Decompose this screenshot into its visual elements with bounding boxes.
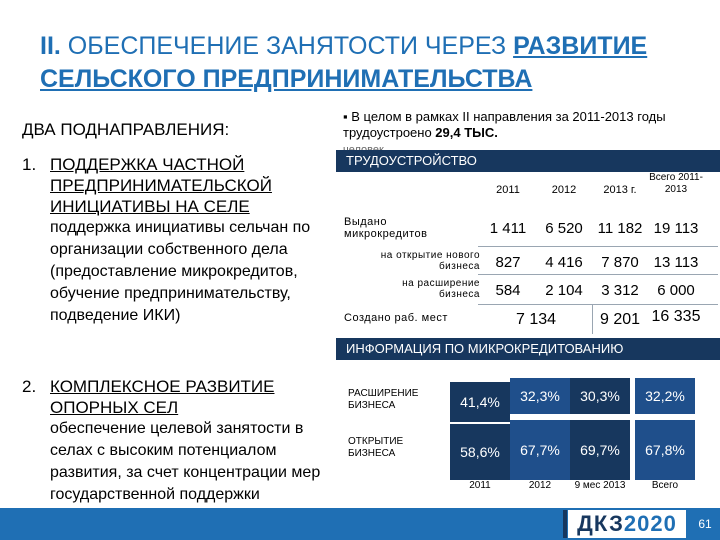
year-header: 2013 г. <box>603 184 637 196</box>
cell-value: 584 <box>495 282 521 299</box>
logo-text-b: 2020 <box>623 511 677 536</box>
row-label: Создано раб. мест <box>344 312 448 324</box>
year-header: 2011 <box>496 184 520 196</box>
row-label: на расширение бизнеса <box>402 278 480 300</box>
subdirection-2 <box>22 376 334 506</box>
left-column <box>0 108 340 508</box>
logo-mark <box>563 510 567 538</box>
title-underlined-2: СЕЛЬСКОГО ПРЕДПРИНИМАТЕЛЬСТВА <box>40 65 533 93</box>
divider <box>478 304 718 305</box>
percent-cell: 69,7% <box>570 420 630 480</box>
percent-cell: 67,7% <box>510 420 570 480</box>
column-label: 9 мес 2013 <box>574 480 626 491</box>
percent-cell: 30,3% <box>570 378 630 414</box>
employment-bar: ТРУДОУСТРОЙСТВО <box>336 150 720 172</box>
cell-value: 16 335 <box>651 308 701 325</box>
employment-table <box>340 172 720 338</box>
cell-value: 19 113 <box>653 220 699 237</box>
cell-value: 7 870 <box>601 254 639 271</box>
row-label: Выдано микрокредитов <box>344 216 428 240</box>
dkz2020-logo <box>568 510 686 538</box>
item-title: КОМПЛЕКСНОЕ РАЗВИТИЕ ОПОРНЫХ СЕЛ <box>50 377 275 417</box>
cell-value: 6 000 <box>657 282 695 299</box>
percent-cell: 67,8% <box>635 420 695 480</box>
title-plain: ОБЕСПЕЧЕНИЕ ЗАНЯТОСТИ ЧЕРЕЗ <box>67 32 514 60</box>
column-label: 2012 <box>528 480 552 491</box>
cell-value: 4 416 <box>545 254 583 271</box>
percent-cell: 58,6% <box>450 424 510 480</box>
divider <box>592 304 593 334</box>
cell-value: 11 182 <box>597 220 643 237</box>
item-number: 2. <box>22 377 37 396</box>
cell-value: 3 312 <box>601 282 639 299</box>
item-number: 1. <box>22 155 37 174</box>
bullet: ▪ <box>343 109 348 124</box>
item-description: обеспечение целевой занятости в селах с высоким потенциалом развития, за счет концентрации мер государственной поддержки <box>50 420 321 503</box>
section-number: II. <box>40 32 61 60</box>
divider <box>478 246 718 247</box>
column-label: 2011 <box>469 480 491 491</box>
percent-cell: 32,2% <box>635 378 695 414</box>
intro-bold: 29,4 ТЫС. <box>435 125 498 140</box>
microcredit-bar: ИНФОРМАЦИЯ ПО МИКРОКРЕДИТОВАНИЮ <box>336 338 720 360</box>
cell-value: 6 520 <box>545 220 583 237</box>
year-header: Всего 2011-2013 <box>649 172 703 195</box>
subdirection-1 <box>22 154 334 327</box>
row-label: на открытие нового бизнеса <box>380 250 480 272</box>
cell-value: 13 113 <box>653 254 699 271</box>
row-label: ОТКРЫТИЕ БИЗНЕСА <box>348 436 404 459</box>
percent-cell: 41,4% <box>450 382 510 422</box>
cell-value: 9 201 <box>599 311 641 328</box>
subheading: ДВА ПОДНАПРАВЛЕНИЯ: <box>22 120 230 139</box>
item-description: поддержка инициативы сельчан по организации собственного дела (предоставление микрокредитов, обучение предпринимательству, подведение ИКИ) <box>50 219 311 324</box>
column-label: Всего <box>651 480 679 491</box>
cell-value: 7 134 <box>515 311 557 328</box>
percent-cell: 32,3% <box>510 378 570 414</box>
cell-value: 2 104 <box>545 282 583 299</box>
logo-text-a: ДКЗ <box>577 511 624 536</box>
year-header: 2012 <box>551 184 577 196</box>
title-underlined-1: РАЗВИТИЕ <box>513 32 648 60</box>
cell-value: 1 411 <box>489 220 527 237</box>
microcredit-table <box>340 360 720 510</box>
intro-body: В целом в рамках II направления за 2011-2013 годы трудоустроено <box>343 109 666 140</box>
row-label: РАСШИРЕНИЕ БИЗНЕСА <box>348 388 419 411</box>
intro-text <box>343 109 683 141</box>
slide-title <box>40 30 700 96</box>
page-number: 61 <box>698 517 712 531</box>
divider <box>478 274 718 275</box>
item-title: ПОДДЕРЖКА ЧАСТНОЙ ПРЕДПРИНИМАТЕЛЬСКОЙ ИНИЦИАТИВЫ НА СЕЛЕ <box>50 155 272 216</box>
cell-value: 827 <box>495 254 521 271</box>
